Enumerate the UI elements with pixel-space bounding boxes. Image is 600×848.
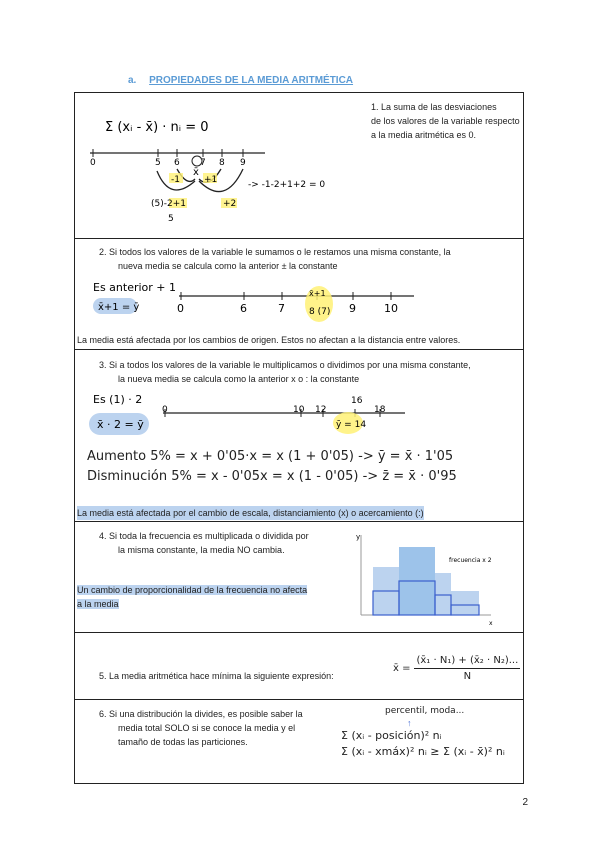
s6-hand-line1: Σ (xᵢ - posición)² nᵢ — [341, 729, 442, 742]
s6-text — [99, 707, 303, 749]
row-divider — [75, 349, 523, 350]
s2-line: nueva media se calcula como la anterior ± la constante — [118, 261, 338, 271]
s4-frequency-histogram — [351, 531, 501, 627]
tick-label: 10 — [293, 405, 305, 415]
s4-line: 4. Si toda la frecuencia es multiplicada o dividida por — [99, 531, 309, 541]
s3-equation-increase: Aumento 5% = x + 0'05·x = x (1 + 0'05) -> ȳ = x̄ · 1'05 — [87, 449, 454, 464]
tick-label: 8 — [219, 158, 225, 168]
s1-formula: Σ (xᵢ - x̄) · nᵢ = 0 — [105, 120, 209, 135]
s6-hand-line2: Σ (xᵢ - xmáx)² nᵢ ≥ Σ (xᵢ - x̄)² nᵢ — [341, 745, 505, 758]
tick-label: 0 — [162, 405, 168, 415]
s4-note — [77, 583, 307, 611]
s2-text — [99, 245, 451, 273]
s3-line: la nueva media se calcula como la anterior x o : la constante — [118, 374, 360, 384]
s4-note-line: a la media — [77, 599, 119, 609]
row-divider — [75, 238, 523, 239]
s3-hand-box: x̄ · 2 = ȳ — [97, 418, 144, 431]
mean-label: x̄ — [193, 167, 199, 178]
tick-label: 9 — [349, 302, 356, 315]
s1-handwritten-diagram — [85, 103, 345, 228]
s4-line: la misma constante, la media NO cambia. — [118, 545, 285, 555]
formula-denominator: N — [463, 671, 472, 682]
mean-label: x̄+1 — [309, 289, 326, 298]
tick-label: 9 — [240, 158, 246, 168]
row-divider — [75, 521, 523, 522]
tick-label: 7 — [278, 302, 285, 315]
s1-line: 1. La suma de las desviaciones — [371, 102, 497, 112]
s1-text — [371, 100, 520, 142]
formula-numerator: (x̄₁ · N₁) + (x̄₂ · N₂)... — [414, 655, 520, 669]
bar-doubled — [435, 573, 451, 615]
bar-doubled — [451, 591, 479, 615]
mean-label: ȳ = 14 — [336, 420, 367, 430]
s3-handwritten-diagram — [85, 389, 415, 439]
s2-hand-title: Es anterior + 1 — [93, 281, 177, 294]
section-heading — [128, 75, 353, 86]
s4-note-line: Un cambio de proporcionalidad de la frecuencia no afecta — [77, 585, 308, 595]
axis-x-label: x — [489, 620, 493, 627]
s2-note: La media está afectada por los cambios de origen. Estos no afectan a la distancia entre valores. — [77, 335, 461, 345]
tick-label: 10 — [384, 302, 398, 315]
s1-line: de los valores de la variable respecto — [371, 116, 520, 126]
s5-text: 5. La media aritmética hace mínima la siguiente expresión: — [99, 671, 334, 681]
row-divider — [75, 699, 523, 700]
axis-y-label: y — [356, 533, 361, 541]
s6-line: tamaño de todas las particiones. — [118, 737, 248, 747]
heading-letter: a. — [128, 75, 137, 86]
s3-text — [99, 358, 471, 386]
label-plus-one: +1 — [204, 175, 218, 185]
tick-label: 6 — [174, 158, 180, 168]
page-number: 2 — [522, 797, 528, 808]
s5-formula — [393, 655, 520, 682]
s3-line: 3. Si a todos los valores de la variable le multiplicamos o dividimos por una misma constante, — [99, 360, 471, 370]
tick-label: 7 — [200, 158, 206, 168]
s2-handwritten-diagram — [89, 278, 419, 323]
properties-table — [74, 92, 524, 784]
label-five: 5 — [168, 214, 174, 224]
s2-line: 2. Si todos los valores de la variable le sumamos o le restamos una misma constante, la — [99, 247, 451, 257]
tick-label: 12 — [315, 405, 327, 415]
up-arrow-icon: ↑ — [407, 718, 412, 728]
s6-line: media total SOLO si se conoce la media y el — [118, 723, 296, 733]
label-sum: -> -1-2+1+2 = 0 — [248, 180, 326, 190]
heading-title: PROPIEDADES DE LA MEDIA ARITMÉTICA — [149, 75, 354, 86]
tick-label: 5 — [155, 158, 161, 168]
mean-value: 8 (7) — [309, 307, 331, 317]
s6-line: 6. Si una distribución la divides, es posible saber la — [99, 709, 303, 719]
s4-text — [99, 529, 309, 557]
s1-ticks — [90, 149, 246, 168]
s3-note: La media está afectada por el cambio de escala, distanciamiento (x) o acercamiento (:) — [77, 508, 424, 518]
label-minus-two: (5)-2+1 — [151, 199, 186, 209]
row-divider — [75, 632, 523, 633]
tick-label: 0 — [177, 302, 184, 315]
label-plus-two: +2 — [223, 199, 237, 209]
tick-label: 6 — [240, 302, 247, 315]
tick-label-above: 16 — [351, 396, 363, 406]
tick-label: 0 — [90, 158, 96, 168]
tick-label: 18 — [374, 405, 386, 415]
label-minus-one: -1 — [171, 175, 180, 185]
s3-equation-decrease: Disminución 5% = x - 0'05x = x (1 - 0'05) -> z̄ = x̄ · 0'95 — [87, 469, 457, 484]
formula-lhs: x̄ = — [393, 663, 411, 674]
s2-hand-box: x̄+1 = ȳ — [98, 302, 140, 313]
s6-hand-top: percentil, moda... — [385, 706, 465, 716]
s3-hand-title: Es (1) · 2 — [93, 393, 143, 406]
chart-annotation: frecuencia x 2 — [449, 557, 492, 564]
s1-line: a la media aritmética es 0. — [371, 130, 477, 140]
formula-fraction — [414, 655, 520, 682]
